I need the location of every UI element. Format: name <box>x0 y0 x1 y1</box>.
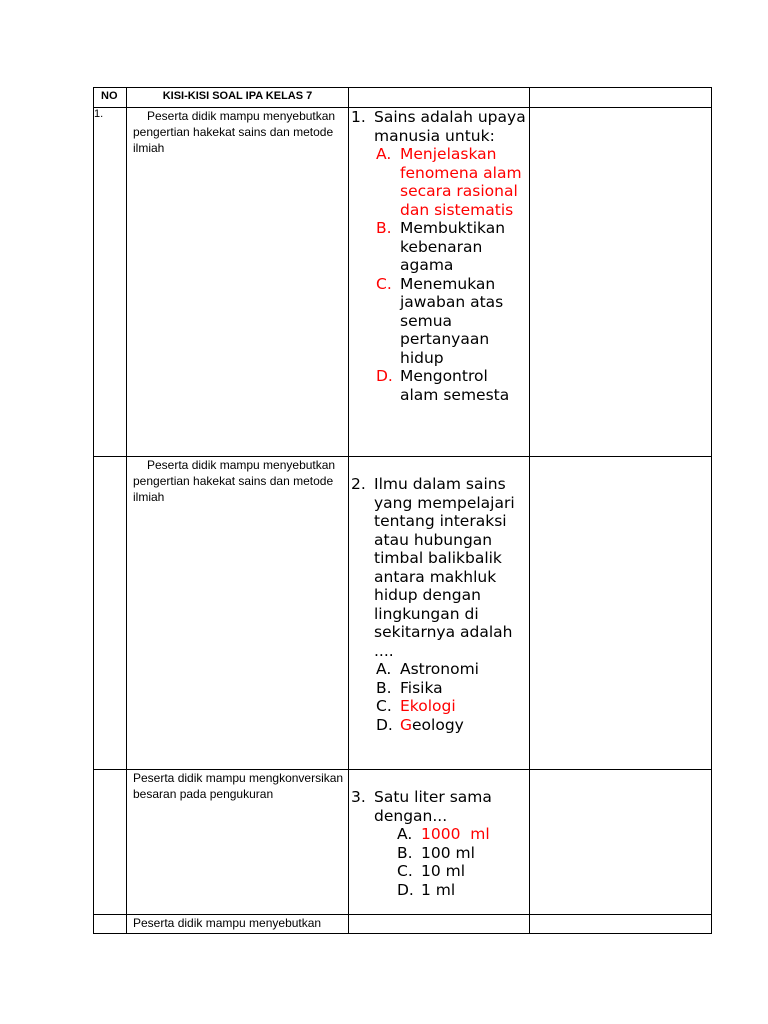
table-row <box>94 915 712 934</box>
option-b: B. 100 ml <box>397 843 475 862</box>
option-b: B. Membuktikan kebenaran agama <box>376 219 506 274</box>
question-text: Satu liter sama dengan... <box>374 788 492 825</box>
kisi-kisi-table <box>93 87 712 934</box>
table-row <box>94 457 712 770</box>
header-no: NO <box>94 88 127 108</box>
header-empty-cell <box>349 88 530 108</box>
question-cell <box>349 770 530 915</box>
question-number: 3. <box>351 788 366 806</box>
question-3 <box>349 770 529 899</box>
option-d: D. Mengontrol alam semesta <box>376 367 510 404</box>
option-a: A. 1000 ml <box>397 825 490 843</box>
question-number: 2. <box>351 475 366 493</box>
empty-cell <box>349 915 530 934</box>
row-number <box>94 915 127 934</box>
empty-cell <box>530 108 712 457</box>
table-row <box>94 108 712 457</box>
indicator-text: Peserta didik mampu mengkonversikan besaran pada pengukuran <box>133 771 344 801</box>
indicator-text: Peserta didik mampu menyebutkan pengertian hakekat sains dan metode ilmiah <box>133 109 336 155</box>
row-number <box>94 770 127 915</box>
question-cell <box>349 108 530 457</box>
header-empty-cell <box>530 88 712 108</box>
option-c: C. Ekologi <box>376 697 456 715</box>
question-2 <box>349 457 529 734</box>
table-row <box>94 770 712 915</box>
indicator-text: Peserta didik mampu menyebutkan <box>133 916 322 930</box>
question-text: Sains adalah upaya manusia untuk: <box>374 108 526 145</box>
indicator-cell <box>127 457 349 770</box>
indicator-cell <box>127 108 349 457</box>
empty-cell <box>530 770 712 915</box>
option-a: A. Menjelaskan fenomena alam secara rasional dan sistematis <box>376 145 522 219</box>
indicator-cell <box>127 915 349 934</box>
option-c: C. 10 ml <box>397 862 466 880</box>
indicator-text: Peserta didik mampu menyebutkan pengertian hakekat sains dan metode ilmiah <box>133 458 336 504</box>
option-d: D. Geology <box>376 715 464 734</box>
option-d: D. 1 ml <box>397 880 456 899</box>
row-number <box>94 457 127 770</box>
option-a: A. Astronomi <box>376 660 479 678</box>
table-header-row <box>94 88 712 108</box>
header-title: KISI-KISI SOAL IPA KELAS 7 <box>127 88 349 108</box>
question-number: 1. <box>351 108 366 126</box>
option-c: C. Menemukan jawaban atas semua pertanyaan hidup <box>376 274 504 367</box>
empty-cell <box>530 457 712 770</box>
question-text: Ilmu dalam sains yang mempelajari tentang interaksi atau hubungan timbal balikbalik antara makhluk hidup dengan lingkungan di sekitarnya adalah .... <box>374 475 515 660</box>
question-cell <box>349 457 530 770</box>
option-b: B. Fisika <box>376 678 443 697</box>
question-1 <box>349 108 529 404</box>
row-number: 1. <box>94 108 127 457</box>
empty-cell <box>530 915 712 934</box>
indicator-cell <box>127 770 349 915</box>
